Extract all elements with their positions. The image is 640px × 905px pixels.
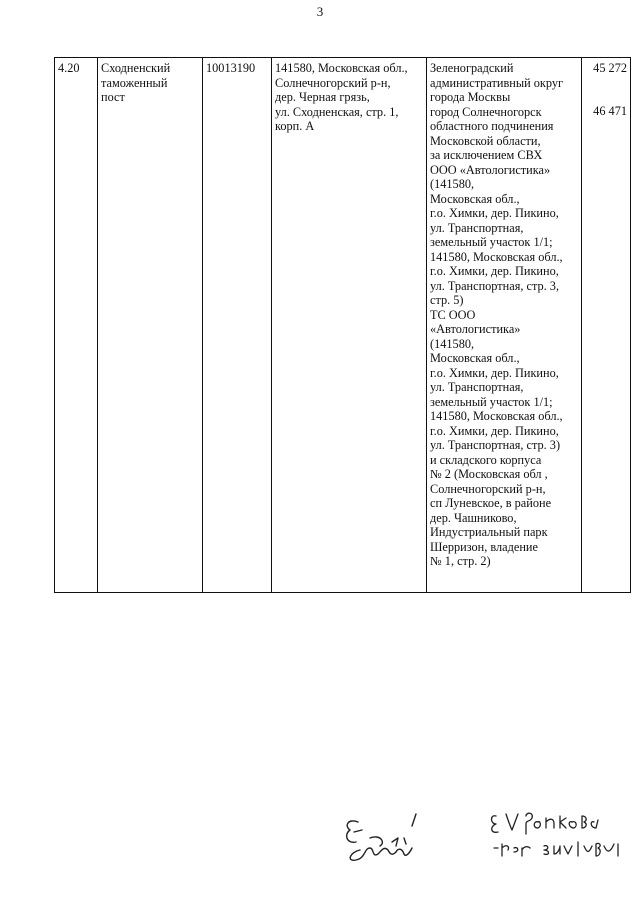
address-line: 141580, Московская обл., [275,61,408,75]
region-line: г.о. Химки, дер. Пикино, [430,423,559,438]
handwritten-note [488,804,628,869]
region-line: сп Луневское, в районе [430,496,552,510]
region-line: административный округ [430,75,564,90]
region-line: города Москвы [430,90,511,104]
address-line: Солнечногорский р-н, [275,75,391,90]
page-number: 3 [316,4,324,19]
address-line: дер. Черная грязь, [275,90,370,104]
handwritten-signature-1 [340,808,430,873]
region-line: ул. Транспортная, [430,220,524,235]
region-line: земельный участок 1/1; [430,235,553,249]
region-line: областного подчинения [430,119,554,133]
post-code-cell: 10013190 [203,58,272,593]
region-line: Зеленоградский [430,61,514,75]
region-line: ул. Транспортная, стр. 3, [430,278,560,293]
region-line: г.о. Химки, дер. Пикино, [430,365,559,380]
region-line: дер. Чашниково, [430,510,517,525]
okato-code: 45 272 [593,61,627,75]
post-name-cell [98,58,203,593]
region-line: ул. Транспортная, стр. 3) [430,438,561,452]
region-line: земельный участок 1/1; [430,394,553,409]
customs-posts-table [54,57,631,593]
region-line: «Автологистика» [430,322,521,336]
region-line: (141580, [430,177,475,191]
okato-cell [582,58,631,593]
region-line: Московская обл., [430,191,520,206]
region-line: Солнечногорский р-н, [430,481,546,496]
region-line: 141580, Московская обл., [430,409,563,423]
post-name-line: пост [101,90,125,104]
region-cell [427,58,582,593]
post-name-line: таможенный [101,75,168,90]
region-line: № 2 (Московская обл , [430,467,548,481]
region-line: г.о. Химки, дер. Пикино, [430,264,559,278]
table-row [55,58,631,593]
region-line: и складского корпуса [430,452,542,467]
row-number-cell: 4.20 [55,58,98,593]
region-line: № 1, стр. 2) [430,554,491,568]
region-line: стр. 5) [430,293,464,307]
region-line: ул. Транспортная, [430,380,524,394]
region-line: за исключением СВХ [430,148,543,162]
address-line: корп. А [275,119,315,133]
okato-code: 46 471 [593,103,627,118]
address-cell [272,58,427,593]
region-line: Московская обл., [430,351,520,365]
region-line: Московской области, [430,133,541,148]
address-line: ул. Сходненская, стр. 1, [275,104,399,119]
region-line: 141580, Московская обл., [430,249,563,264]
region-line: город Солнечногорск [430,104,542,119]
post-name-line: Сходненский [101,61,171,75]
region-line: г.о. Химки, дер. Пикино, [430,206,559,220]
region-line: (141580, [430,336,475,351]
region-line: Индустриальный парк [430,525,548,539]
region-line: ООО «Автологистика» [430,162,551,177]
region-line: Шерризон, владение [430,539,538,554]
region-line: ТС ООО [430,307,476,322]
